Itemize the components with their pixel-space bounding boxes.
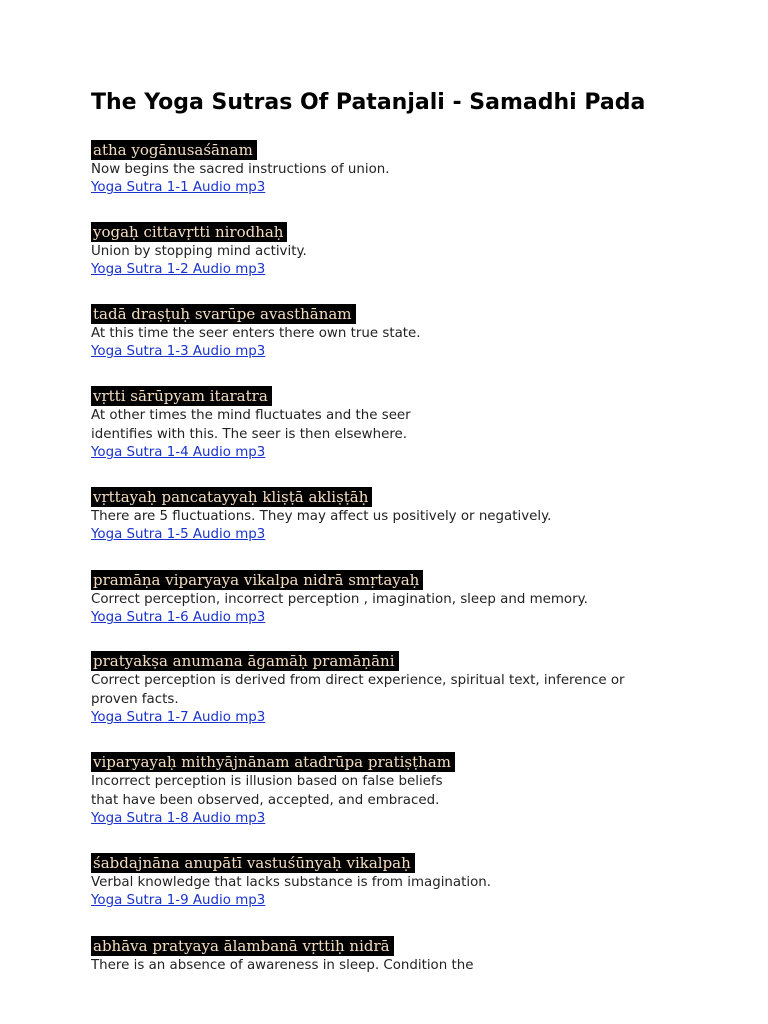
sutra-entry bbox=[91, 570, 711, 627]
sutra-entry bbox=[91, 386, 711, 462]
sanskrit-verse: tadā draṣṭuḥ svarūpe avasthānam bbox=[91, 304, 356, 324]
sanskrit-verse: viparyayaḥ mithyājnānam atadrūpa pratiṣṭham bbox=[91, 752, 455, 772]
sanskrit-verse: pramāṇa viparyaya vikalpa nidrā smṛtayaḥ bbox=[91, 570, 423, 590]
sutra-entry bbox=[91, 936, 711, 975]
sanskrit-verse: atha yogānusaśānam bbox=[91, 140, 257, 160]
audio-link-1-7[interactable]: Yoga Sutra 1-7 Audio mp3 bbox=[91, 710, 266, 725]
sanskrit-verse: yogaḥ cittavṛtti nirodhaḥ bbox=[91, 222, 287, 242]
audio-link-1-4[interactable]: Yoga Sutra 1-4 Audio mp3 bbox=[91, 445, 266, 460]
sutra-entry bbox=[91, 651, 711, 727]
verse-meaning: Now begins the sacred instructions of union. bbox=[91, 162, 390, 177]
verse-meaning: Verbal knowledge that lacks substance is from imagination. bbox=[91, 875, 492, 890]
sutra-entry bbox=[91, 752, 711, 828]
sutra-entry bbox=[91, 304, 711, 361]
sutra-entry bbox=[91, 140, 711, 197]
verse-meaning: Union by stopping mind activity. bbox=[91, 244, 307, 259]
audio-link-1-3[interactable]: Yoga Sutra 1-3 Audio mp3 bbox=[91, 344, 266, 359]
sanskrit-verse: abhāva pratyaya ālambanā vṛttiḥ nidrā bbox=[91, 936, 394, 956]
sanskrit-verse: pratyakṣa anumana āgamāḥ pramāṇāni bbox=[91, 651, 399, 671]
verse-meaning: Correct perception is derived from direct experience, spiritual text, inference or proven facts. bbox=[91, 673, 625, 707]
verse-meaning: There is an absence of awareness in sleep. Condition the bbox=[91, 958, 474, 973]
verse-meaning: Incorrect perception is illusion based on false beliefs that have been observed, accepted, and embraced. bbox=[91, 774, 443, 808]
sutra-entry bbox=[91, 222, 711, 279]
audio-link-1-6[interactable]: Yoga Sutra 1-6 Audio mp3 bbox=[91, 610, 266, 625]
verse-meaning: There are 5 fluctuations. They may affect us positively or negatively. bbox=[91, 509, 552, 524]
verse-meaning: Correct perception, incorrect perception , imagination, sleep and memory. bbox=[91, 592, 588, 607]
verse-meaning: At this time the seer enters there own true state. bbox=[91, 326, 421, 341]
audio-link-1-5[interactable]: Yoga Sutra 1-5 Audio mp3 bbox=[91, 527, 266, 542]
sutra-entry bbox=[91, 853, 711, 910]
audio-link-1-9[interactable]: Yoga Sutra 1-9 Audio mp3 bbox=[91, 893, 266, 908]
audio-link-1-1[interactable]: Yoga Sutra 1-1 Audio mp3 bbox=[91, 180, 266, 195]
audio-link-1-8[interactable]: Yoga Sutra 1-8 Audio mp3 bbox=[91, 811, 266, 826]
audio-link-1-2[interactable]: Yoga Sutra 1-2 Audio mp3 bbox=[91, 262, 266, 277]
page-title: The Yoga Sutras Of Patanjali - Samadhi Pada bbox=[91, 90, 646, 115]
sanskrit-verse: vṛttayaḥ pancatayyaḥ kliṣṭā akliṣṭāḥ bbox=[91, 487, 372, 507]
sanskrit-verse: śabdajnāna anupātī vastuśūnyaḥ vikalpaḥ bbox=[91, 853, 415, 873]
sanskrit-verse: vṛtti sārūpyam itaratra bbox=[91, 386, 272, 406]
sutra-entry bbox=[91, 487, 711, 544]
verse-meaning: At other times the mind fluctuates and the seer identifies with this. The seer is then elsewhere. bbox=[91, 408, 411, 442]
